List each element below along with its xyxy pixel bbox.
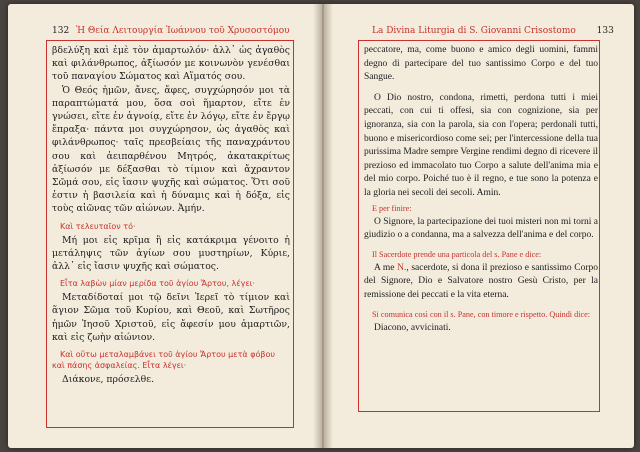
italian-paragraph-2: O Dio nostro, condona, rimetti, perdona tutti i miei peccati, con cui ti offesi, sia con cognizione, sia per ignoranza, sia con la parola, sia con l'opera; perdonali tutti, buono e misericordioso come sei; per l'intercessione della tua purissima Madre sempre Vergine rendimi degno di ricevere il prezioso ed immacolato tuo Corpo a salute dell'anima mia e del mio corpo. Poiché tuo è il regno, e tue sono la potenza e la gloria nei secoli dei secoli. Amin. <box>364 92 598 198</box>
greek-paragraph-5: Διάκονε, πρόσελθε. <box>62 374 155 386</box>
greek-paragraph-1: βδελύξη καὶ ἐμὲ τὸν ἁμαρτωλόν· ἀλλ᾿ ὡς ἀγαθὸς καὶ φιλάνθρωπος, ἀξίωσόν με κοινωνὸν γενέσθαι τοῦ παναγίου Σώματος καὶ Αἵματός σου. <box>52 45 290 83</box>
greek-paragraph-2: Ὁ Θεός ἡμῶν, ἄνες, ἄφες, συγχώρησόν μοι τὰ παραπτώματά μου, ὅσα σοὶ ἥμαρτον, εἴτε ἐν γνώσει, εἴτε ἐν ἀγνοίᾳ, εἴτε ἐν λόγῳ, εἴτε ἐν ἔργῳ ἔπραξα· πάντα μοι συγχώρησον, ὡς ἀγαθὸς καὶ φιλάνθρωπος· ταῖς πρεσβείαις τῆς παναχράντου σου καὶ ἀειπαρθένου Μητρός, ἀκατακρίτως ἀξίωσόν με δέξασθαι τὸ τίμιον καὶ ἄχραντον Σῶμά σου, εἰς ἴασιν ψυχῆς καὶ σώματος. Ὅτι σοῦ ἐστιν ἡ βασιλεία καὶ ἡ δύναμις καὶ ἡ δόξα, εἰς τοὺς αἰῶνας τῶν αἰώνων. Ἀμήν. <box>52 84 290 215</box>
left-page <box>8 4 318 448</box>
greek-rubric-2: Εἶτα λαβὼν μίαν μερίδα τοῦ ἁγίου Ἄρτου, λέγει· <box>60 279 255 289</box>
greek-text-block <box>52 44 290 386</box>
greek-rubric-3: Καὶ οὕτω μεταλαμβάνει τοῦ ἁγίου Ἄρτου μετὰ φόβου καὶ πάσης ἀσφαλείας. Εἶτα λέγει· <box>52 350 275 371</box>
italian-rubric-3: Si comunica così con il s. Pane, con timore e rispetto. Quindi dice: <box>371 309 591 319</box>
right-page-number: 133 <box>596 26 614 36</box>
right-running-title: La Divina Liturgia di S. Giovanni Crisostomo <box>372 26 576 36</box>
italian-paragraph-4-rest: , sacerdote, si dona il prezioso e santissimo Corpo del Signore, Dio e Salvatore nostro Gesù Cristo, per la remissione dei peccati e la vita eterna. <box>364 262 598 300</box>
greek-paragraph-4: Μεταδίδοταί μοι τῷ δεῖνι Ἱερεῖ τὸ τίμιον καὶ ἅγιον Σῶμα τοῦ Κυρίου, καὶ Θεοῦ, καὶ Σωτῆρος ἡμῶν Ἰησοῦ Χριστοῦ, εἰς ἄφεσίν μου ἁμαρτιῶν, καὶ εἰς ζωὴν αἰώνιον. <box>52 292 290 343</box>
right-page <box>324 4 634 448</box>
left-page-number: 132 <box>52 26 70 36</box>
right-running-header <box>372 26 614 36</box>
italian-paragraph-4-start: A me <box>374 262 398 273</box>
italian-paragraph-3: O Signore, la partecipazione dei tuoi misteri non mi torni a giudizio o a condanna, ma a salvezza dell'anima e del corpo. <box>364 216 598 241</box>
celebrant-name-placeholder: N. <box>397 262 407 273</box>
italian-paragraph-1: peccatore, ma, come buono e amico degli uomini, fammi degno di partecipare del tuo santissimo Corpo e del tuo Sangue. <box>364 45 598 83</box>
left-running-title: Ἡ Θεία Λειτουργία Ἰωάννου τοῦ Χρυσοστόμου <box>76 26 290 36</box>
italian-paragraph-5: Diacono, avvicinati. <box>374 322 451 333</box>
greek-rubric-1: Καὶ τελευταῖον τό· <box>60 221 136 231</box>
italian-rubric-2: Il Sacerdote prende una particola del s. Pane e dice: <box>372 249 542 259</box>
left-running-header <box>52 26 290 36</box>
italian-paragraph-4 <box>364 262 598 303</box>
italian-text-block <box>364 44 598 335</box>
italian-rubric-1: E per finire: <box>372 203 412 213</box>
greek-paragraph-3: Μή μοι εἰς κρῖμα ἢ εἰς κατάκριμα γένοιτο ἡ μετάληψις τῶν ἁγίων σου μυστηρίων, Κύριε, ἀλλ᾿ εἰς ἴασιν ψυχῆς καὶ σώματος. <box>52 234 290 273</box>
book-spread <box>8 4 634 448</box>
